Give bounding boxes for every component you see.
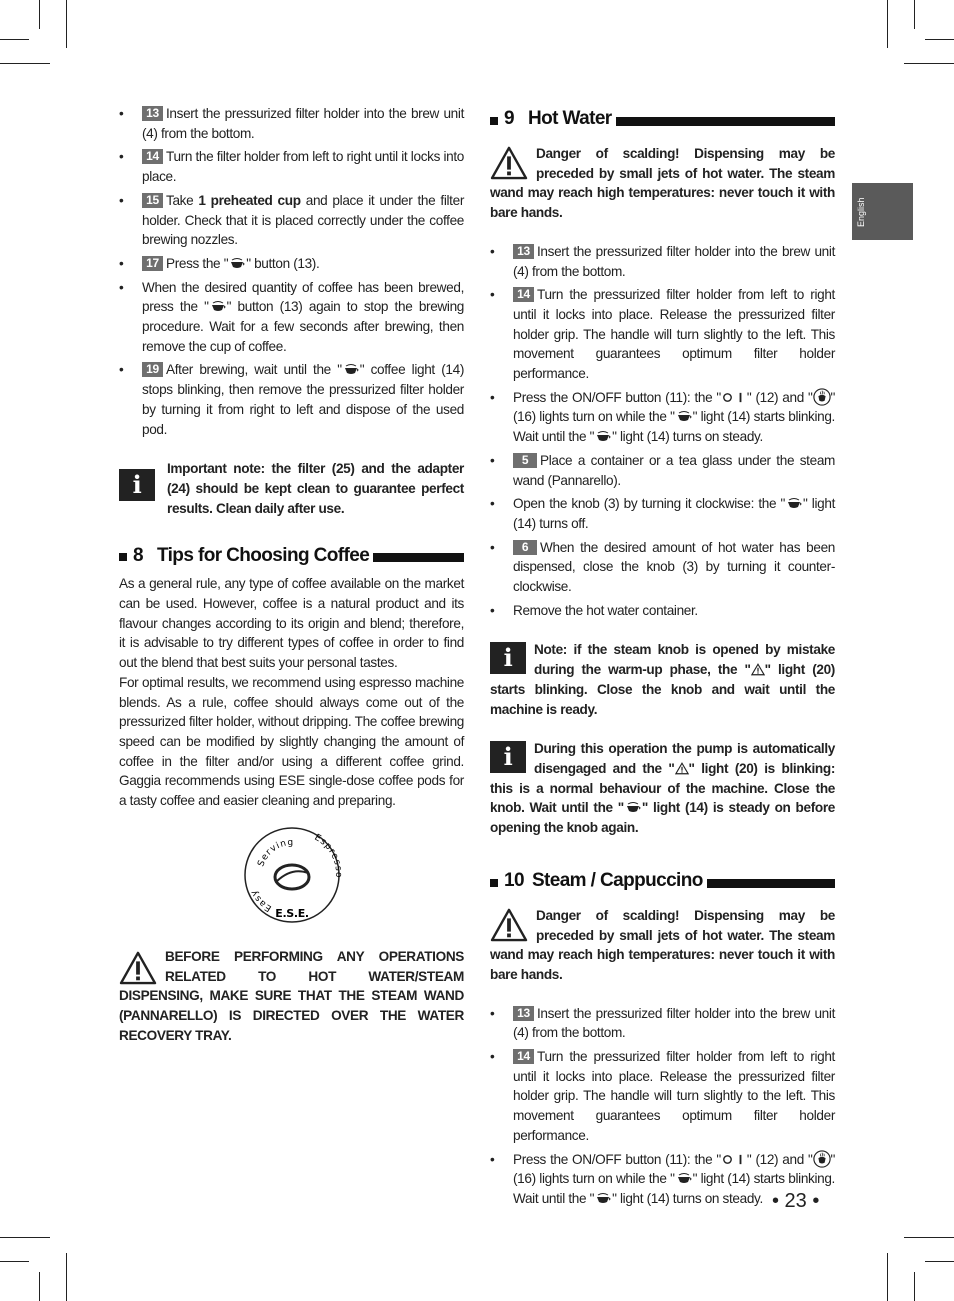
danger-text: Danger of scalding! Dispensing may be preceded by small jets of hot water. The steam wand may reach high temperatures: never touch it with bare hands. xyxy=(490,146,835,221)
section-heading xyxy=(119,542,464,568)
danger-text: Danger of scalding! Dispensing may be preceded by small jets of hot water. The steam wand may reach high temperatures: never touch it with bare hands. xyxy=(490,907,835,982)
info-icon: i xyxy=(490,741,526,773)
coffee-cup-icon xyxy=(343,363,359,376)
list-item xyxy=(119,278,464,357)
step-number: 13 xyxy=(513,1006,534,1021)
step-text: " button (13). xyxy=(246,255,320,271)
section-number: 8 xyxy=(133,544,143,566)
list-item xyxy=(490,1047,835,1146)
step-text: Press the " xyxy=(166,255,229,271)
step-text: Turn the filter holder from left to right until it locks into place. xyxy=(142,149,464,185)
ese-logo xyxy=(242,825,342,925)
list-item xyxy=(119,104,464,143)
step-text: " (16) lights turn on while the " xyxy=(513,389,835,425)
coffee-cup-icon xyxy=(210,300,226,313)
section-number: 9 xyxy=(504,108,514,130)
note-text: " light (14) is steady on before opening the knob again. xyxy=(490,800,835,836)
list-item xyxy=(119,191,464,250)
list-item xyxy=(119,360,464,439)
section-title: Tips for Choosing Coffee xyxy=(156,544,370,566)
step-number: 5 xyxy=(513,453,537,468)
section-title: Hot Water xyxy=(527,108,612,130)
coffee-cup-icon xyxy=(676,410,692,423)
heading-bar xyxy=(707,879,835,888)
coffee-cup-icon xyxy=(625,801,641,814)
crop-mark xyxy=(0,63,50,64)
language-tab xyxy=(852,183,913,240)
step-number: 14 xyxy=(142,149,163,164)
step-number: 13 xyxy=(513,244,534,259)
logo-text-bottom: E.S.E. xyxy=(274,906,309,920)
list-item xyxy=(490,451,835,490)
crop-mark xyxy=(0,39,29,40)
list-item xyxy=(490,242,835,281)
step-text: Insert the pressurized filter holder into the brew unit (4) from the bottom. xyxy=(513,1005,835,1041)
crop-mark xyxy=(914,1272,915,1301)
list-item xyxy=(119,254,464,274)
step-number: 13 xyxy=(142,106,163,121)
step-text: Remove the hot water container. xyxy=(513,602,698,618)
paragraph: As a general rule, any type of coffee available on the market can be used. However, coffee is a natural product and its flavour changes according to its origin and blend; therefore, it is advisable to try different types of coffee in order to find out the blend that best suits your personal tastes. xyxy=(119,576,464,671)
note-text: During this operation the pump is automatically disengaged and the " xyxy=(534,741,835,776)
note-text: Note: if the steam knob is opened by mistake during the warm-up phase, the " xyxy=(534,642,835,678)
note-text: " light (20) is blinking: this is a normal behaviour of the machine. Close the knob. Wait until the " xyxy=(490,760,835,816)
coffee-cup-icon xyxy=(595,430,611,443)
step-text: After brewing, wait until the " xyxy=(166,362,342,378)
step-text: " light (14) starts blinking. Wait until the " xyxy=(513,1171,835,1206)
list-item xyxy=(119,147,464,186)
heading-square xyxy=(490,879,498,887)
list-item xyxy=(490,601,835,621)
danger-note xyxy=(490,906,835,985)
paragraph: For optimal results, we recommend using espresso machine blends. As a rule, coffee should always come out of the pressurized filter holder, without dripping. The coffee brewing speed can be modified by slightly changing the amount of coffee in the filter and/or using a different coffee grind. Gaggia recommends using ESE single-dose coffee pods for a tasty coffee and easier cleaning and preparing. xyxy=(119,674,464,809)
list-item xyxy=(490,1004,835,1043)
list-item xyxy=(490,388,835,447)
warning-text: BEFORE PERFORMING ANY OPERATIONS RELATED TO HOT WATER/STEAM DISPENSING, MAKE SURE THAT THE STEAM WAND (PANNARELLO) IS DIRECTED OVER THE WATER RECOVERY TRAY. xyxy=(119,948,464,1043)
step-text: " light (14) starts blinking. Wait until the " xyxy=(513,409,835,445)
power-icon xyxy=(721,391,747,404)
info-note xyxy=(490,739,835,838)
section-heading xyxy=(490,868,835,894)
step-text: " light (14) turns on steady. xyxy=(612,429,763,445)
important-note-text: Important note: the filter (25) and the adapter (24) should be kept clean to guarantee perfect results. Clean daily after use. xyxy=(167,461,464,516)
right-column xyxy=(490,104,835,1213)
step-text: When the desired amount of hot water has been dispensed, close the knob (3) by turning it counter-clockwise. xyxy=(513,539,835,595)
important-note xyxy=(119,459,464,518)
crop-mark xyxy=(914,0,915,29)
crop-mark xyxy=(904,63,954,64)
list-item xyxy=(490,494,835,533)
step-text: " light (14) turns on steady. xyxy=(612,1190,763,1206)
step-number: 19 xyxy=(142,362,163,377)
step-list xyxy=(490,1004,835,1209)
warning-note xyxy=(119,947,464,1046)
svg-text:Espresso xyxy=(312,833,341,879)
steam-icon xyxy=(813,1150,831,1168)
step-text-bold: 1 preheated cup xyxy=(198,192,301,208)
crop-mark xyxy=(887,0,888,48)
coffee-cup-icon xyxy=(786,497,802,510)
danger-note xyxy=(490,144,835,223)
step-number: 6 xyxy=(513,540,537,555)
power-icon xyxy=(721,1153,747,1166)
crop-mark xyxy=(904,1237,954,1238)
heading-square xyxy=(490,117,498,125)
crop-mark xyxy=(39,1272,40,1301)
heading-bar xyxy=(616,117,835,126)
crop-mark xyxy=(0,1237,50,1238)
step-number: 15 xyxy=(142,193,163,208)
crop-mark xyxy=(66,1253,67,1301)
page-number: • 23 • xyxy=(772,1190,820,1212)
ese-logo-graphic xyxy=(242,825,342,925)
step-text: " coffee light (14) stops blinking, then remove the pressurized filter holder by turning it from right to left and dispose of the used pod. xyxy=(142,362,464,437)
coffee-cup-icon xyxy=(676,1172,692,1185)
crop-mark xyxy=(0,1261,29,1262)
list-item xyxy=(490,285,835,384)
crop-mark xyxy=(66,0,67,48)
note-text: " light (20) starts blinking. Close the knob and wait until the machine is ready. xyxy=(490,662,835,717)
step-list xyxy=(490,242,835,621)
coffee-cup-icon xyxy=(595,1192,611,1205)
steam-icon xyxy=(813,388,831,406)
step-text: " button (13) again to stop the brewing procedure. Wait for a few seconds after brewing, then remove the cup of coffee. xyxy=(142,299,464,354)
crop-mark xyxy=(925,1261,954,1262)
section-number: 10 xyxy=(504,869,524,891)
warning-icon xyxy=(490,908,528,942)
step-text: Press the ON/OFF button (11): the " xyxy=(513,1151,721,1167)
crop-mark xyxy=(39,0,40,29)
info-icon: i xyxy=(490,642,526,674)
step-text: Turn the pressurized filter holder from left to right until it locks into place. Release the pressurized filter holder grip. The handle will turn slightly to the left. This movement guarantees optimum filter holder performance. xyxy=(513,1049,835,1143)
step-text: " (12) and " xyxy=(746,389,813,405)
step-text: Take xyxy=(166,192,199,208)
info-icon: i xyxy=(119,469,155,501)
logo-text-top: Serving xyxy=(255,837,294,868)
logo-text-left: Easy xyxy=(248,887,274,913)
step-text: Turn the pressurized filter holder from left to right until it locks into place. Release the pressurized filter holder grip. The handle will turn slightly to the left. This movement guarantees optimum filter holder performance. xyxy=(513,287,835,382)
crop-mark xyxy=(887,1253,888,1301)
step-number: 14 xyxy=(513,1049,534,1064)
section-heading xyxy=(490,106,835,132)
crop-mark xyxy=(925,39,954,40)
heading-bar xyxy=(373,553,464,562)
warning-icon xyxy=(490,146,528,180)
step-text: " (12) and " xyxy=(746,1151,813,1167)
info-note xyxy=(490,640,835,719)
step-number: 17 xyxy=(142,256,163,271)
step-text: Press the ON/OFF button (11): the " xyxy=(513,389,721,405)
language-label: English xyxy=(856,197,866,227)
step-text: " (16) lights turn on while the " xyxy=(513,1151,835,1187)
svg-text:Serving xyxy=(256,838,294,868)
warning-icon xyxy=(751,663,765,676)
left-column xyxy=(119,104,464,1045)
step-text: When the desired quantity of coffee has been brewed, press the " xyxy=(142,279,464,315)
logo-text-right: Espres xyxy=(312,832,342,867)
step-text: Insert the pressurized filter holder into the brew unit (4) from the bottom. xyxy=(513,243,835,279)
step-number: 14 xyxy=(513,287,534,302)
step-text: Open the knob (3) by turning it clockwise: the " xyxy=(513,496,785,512)
step-text: " light (14) turns off. xyxy=(513,496,835,531)
step-list xyxy=(119,104,464,439)
list-item xyxy=(490,538,835,597)
step-text: and place it under the filter holder. Check that it is placed correctly under the coffee brewing nozzles. xyxy=(142,192,464,248)
step-text: Insert the pressurized filter holder into the brew unit (4) from the bottom. xyxy=(142,106,464,141)
step-text: Place a container or a tea glass under the steam wand (Pannarello). xyxy=(513,452,835,488)
heading-square xyxy=(119,553,127,561)
section-title: Steam / Cappuccino xyxy=(531,869,703,891)
coffee-cup-icon xyxy=(229,257,245,270)
warning-icon xyxy=(119,951,157,985)
warning-icon xyxy=(675,762,689,775)
